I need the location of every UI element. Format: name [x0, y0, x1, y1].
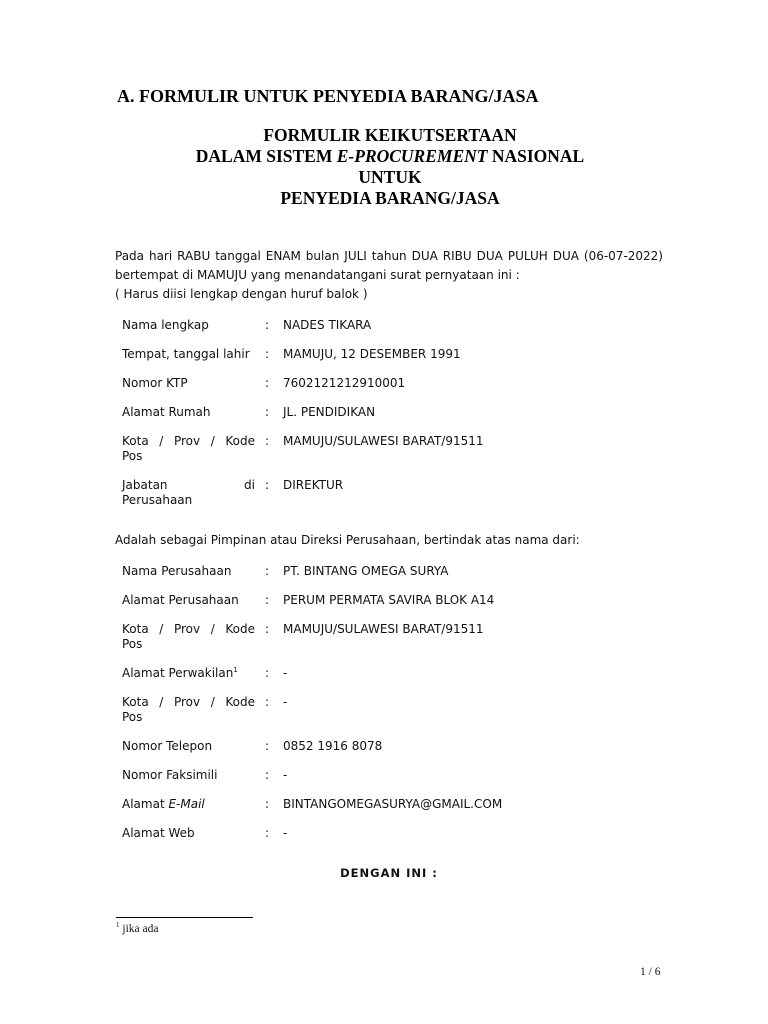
- title-line-2: [0, 146, 768, 167]
- field-label: [116, 739, 255, 768]
- field-colon: :: [265, 347, 270, 361]
- section-title: A. FORMULIR UNTUK PENYEDIA BARANG/JASA: [117, 86, 539, 106]
- field-value: BINTANGOMEGASURYA@GMAIL.COM: [283, 797, 503, 811]
- field-label-text: Alamat Web: [122, 826, 195, 840]
- field-value: MAMUJU/SULAWESI BARAT/91511: [283, 434, 484, 448]
- field-label-text: Nomor Telepon: [122, 739, 213, 753]
- field-value: -: [283, 695, 288, 709]
- field-label-text: Tempat, tanggal lahir: [122, 347, 250, 361]
- field-colon: :: [265, 478, 270, 492]
- field-colon: :: [265, 405, 270, 419]
- field-row: [116, 666, 613, 695]
- field-label: [116, 797, 255, 826]
- field-label: [116, 564, 255, 593]
- closing-heading: DENGAN INI :: [340, 866, 438, 880]
- field-label: [116, 478, 255, 522]
- field-row: [116, 826, 613, 855]
- field-label-text: Nama Perusahaan: [122, 564, 232, 578]
- field-label-emphasis: E-Mail: [168, 797, 205, 811]
- signatory-fields: [116, 318, 613, 522]
- page-number: 1 / 6: [640, 966, 661, 978]
- intro-instruction: ( Harus diisi lengkap dengan huruf balok ): [115, 287, 368, 301]
- field-row: [116, 347, 613, 376]
- field-label: [116, 376, 255, 405]
- acting-statement: Adalah sebagai Pimpinan atau Direksi Perusahaan, bertindak atas nama dari:: [115, 533, 580, 547]
- field-row: [116, 318, 613, 347]
- footnote-text: jika ada: [119, 922, 159, 935]
- field-label-text: Nomor Faksimili: [122, 768, 218, 782]
- field-row: [116, 622, 613, 666]
- field-colon: :: [265, 564, 270, 578]
- field-row: [116, 478, 613, 522]
- field-label-line-2: Pos: [122, 449, 143, 463]
- field-value: DIREKTUR: [283, 478, 344, 492]
- field-row: [116, 434, 613, 478]
- footnote-divider: [116, 917, 253, 918]
- field-label-line-2: Pos: [122, 710, 143, 724]
- field-label: [116, 666, 255, 695]
- field-value: -: [283, 826, 288, 840]
- field-colon: :: [265, 768, 270, 782]
- field-value: 0852 1916 8078: [283, 739, 383, 753]
- field-value: PT. BINTANG OMEGA SURYA: [283, 564, 449, 578]
- field-label-line-2: Pos: [122, 637, 143, 651]
- field-value: JL. PENDIDIKAN: [283, 405, 376, 419]
- title-line-1: FORMULIR KEIKUTSERTAAN: [263, 125, 517, 145]
- document-title: [0, 125, 768, 209]
- title-line-4: PENYEDIA BARANG/JASA: [280, 188, 500, 208]
- field-colon: :: [265, 739, 270, 753]
- title-line-2-post: NASIONAL: [487, 146, 585, 166]
- field-label-text: Alamat Perusahaan: [122, 593, 239, 607]
- field-colon: :: [265, 797, 270, 811]
- field-colon: :: [265, 695, 270, 709]
- field-row: [116, 593, 613, 622]
- field-label: [116, 622, 255, 666]
- footnote-marker: 1: [116, 921, 120, 929]
- field-colon: :: [265, 826, 270, 840]
- field-label-text: Nomor KTP: [122, 376, 188, 390]
- field-value: MAMUJU/SULAWESI BARAT/91511: [283, 622, 484, 636]
- field-value: NADES TIKARA: [283, 318, 372, 332]
- field-value: -: [283, 768, 288, 782]
- field-row: [116, 739, 613, 768]
- field-value: PERUM PERMATA SAVIRA BLOK A14: [283, 593, 495, 607]
- field-value: -: [283, 666, 288, 680]
- field-label-text: Alamat: [122, 797, 169, 811]
- field-row: [116, 564, 613, 593]
- field-label-line-1: Kota / Prov / Kode: [122, 434, 255, 448]
- field-colon: :: [265, 318, 270, 332]
- field-label: [116, 826, 255, 855]
- field-label-text: Alamat Perwakilan: [122, 666, 234, 680]
- footnote: [116, 921, 158, 935]
- title-line-3: UNTUK: [358, 167, 422, 187]
- title-line-2-emphasis: E-PROCUREMENT: [336, 146, 488, 166]
- field-label-text: Nama lengkap: [122, 318, 209, 332]
- field-row: [116, 797, 613, 826]
- field-label: [116, 768, 255, 797]
- field-colon: :: [265, 666, 270, 680]
- intro-paragraph: [115, 247, 663, 304]
- field-label-line-1: Kota / Prov / Kode: [122, 622, 255, 636]
- field-label: [116, 434, 255, 478]
- field-row: [116, 376, 613, 405]
- field-row: [116, 768, 613, 797]
- field-colon: :: [265, 593, 270, 607]
- field-label: [116, 318, 255, 347]
- field-colon: :: [265, 622, 270, 636]
- intro-statement: Pada hari RABU tanggal ENAM bulan JULI tahun DUA RIBU DUA PULUH DUA (06-07-2022) bertempat di MAMUJU yang menandatangani surat pernyataan ini :: [115, 249, 663, 282]
- field-label: [116, 593, 255, 622]
- field-label-line-1: Kota / Prov / Kode: [122, 695, 255, 709]
- title-line-2-pre: DALAM SISTEM: [195, 146, 337, 166]
- field-label: [116, 695, 255, 739]
- field-label-line-2: Perusahaan: [122, 493, 193, 507]
- company-fields: [116, 564, 613, 855]
- field-value: MAMUJU, 12 DESEMBER 1991: [283, 347, 461, 361]
- field-value: 7602121212910001: [283, 376, 406, 390]
- field-label-text: Alamat Rumah: [122, 405, 211, 419]
- footnote-reference: 1: [233, 666, 238, 674]
- field-row: [116, 695, 613, 739]
- field-row: [116, 405, 613, 434]
- field-colon: :: [265, 434, 270, 448]
- field-label: [116, 347, 255, 376]
- field-label-line-1: Jabatan di: [122, 478, 255, 492]
- field-colon: :: [265, 376, 270, 390]
- field-label: [116, 405, 255, 434]
